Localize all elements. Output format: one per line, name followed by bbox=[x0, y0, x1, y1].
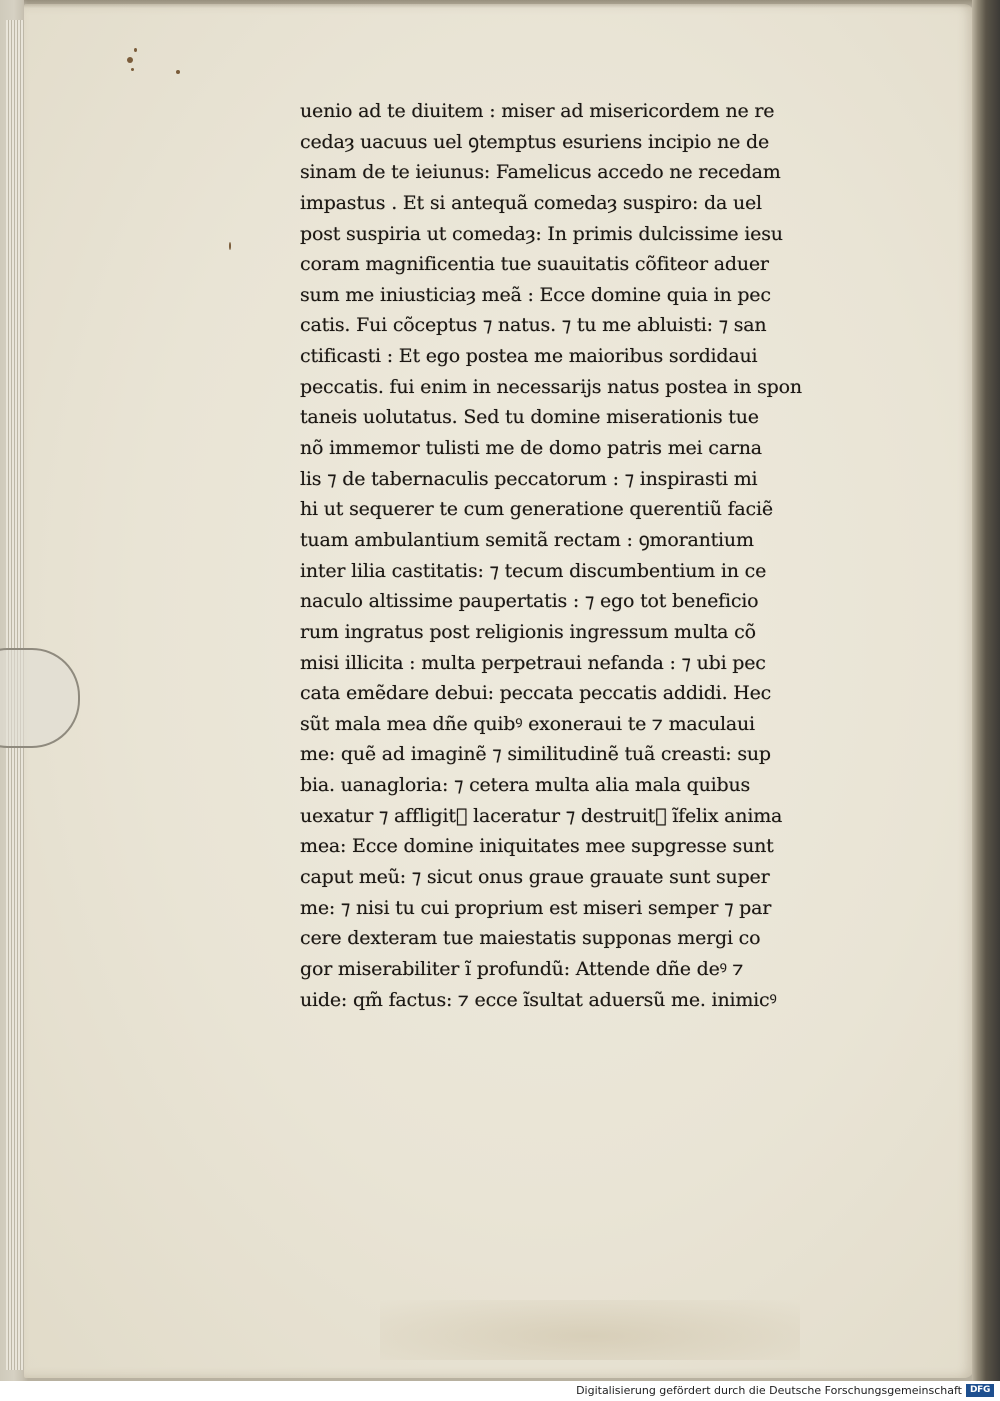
text-line: misi illicita : multa perpetraui nefanda : ⁊ ubi pec bbox=[300, 651, 766, 674]
text-line: sũt mala mea dñe quibꝰ exoneraui te ⁊ maculaui bbox=[300, 712, 755, 735]
text-line: cere dexteram tue maiestatis supponas mergi co bbox=[300, 927, 761, 950]
text-line: naculo altissime paupertatis : ⁊ ego tot beneficio bbox=[300, 590, 759, 613]
ink-speck bbox=[176, 70, 180, 74]
text-line: me: ⁊ nisi tu cui proprium est miseri semper ⁊ par bbox=[300, 896, 772, 919]
text-line: gor miserabiliter ĩ profundũ: Attende dñe deꝰ ⁊ bbox=[300, 957, 744, 980]
text-line: coram magnificentia tue suauitatis cõfiteor aduer bbox=[300, 253, 769, 276]
ink-speck bbox=[131, 68, 134, 71]
book-spine-edge bbox=[972, 0, 1000, 1381]
text-line: rum ingratus post religionis ingressum multa cõ bbox=[300, 620, 756, 643]
text-line: sum me iniusticiaȝ meã : Ecce domine quia in pec bbox=[300, 283, 771, 306]
text-line: uenio ad te diuitem : miser ad misericordem ne re bbox=[300, 100, 775, 122]
text-line: inter lilia castitatis: ⁊ tecum discumbentium in ce bbox=[300, 559, 767, 582]
text-line: uide: qm̃ factus: ⁊ ecce ĩsultat aduersũ me. inimicꝰ bbox=[300, 988, 777, 1011]
text-line: lis ⁊ de tabernaculis peccatorum : ⁊ inspirasti mi bbox=[300, 467, 758, 490]
ink-speck bbox=[134, 48, 137, 52]
printed-text-block bbox=[300, 96, 845, 1015]
text-line: hi ut sequerer te cum generatione querentiũ faciẽ bbox=[300, 498, 773, 521]
text-line: nõ immemor tulisti me de domo patris mei carna bbox=[300, 437, 762, 460]
text-line: caput meũ: ⁊ sicut onus graue grauate sunt super bbox=[300, 866, 770, 889]
text-line: post suspiria ut comedaȝ: In primis dulcissime iesu bbox=[300, 222, 783, 245]
text-line: ctificasti : Et ego postea me maioribus sordidaui bbox=[300, 345, 758, 368]
water-stain bbox=[380, 1300, 800, 1360]
ink-speck bbox=[127, 57, 133, 63]
text-line: tuam ambulantium semitã rectam : ꝯmorantium bbox=[300, 528, 754, 551]
text-line: impastus . Et si antequã comedaȝ suspiro: da uel bbox=[300, 191, 762, 214]
funding-credit: Digitalisierung gefördert durch die Deutsche Forschungsgemeinschaft bbox=[576, 1384, 962, 1397]
text-line: cedaȝ uacuus uel ꝯtemptus esuriens incipio ne de bbox=[300, 130, 770, 153]
dfg-logo: DFG bbox=[966, 1384, 994, 1397]
text-line: me: quẽ ad imaginẽ ⁊ similitudinẽ tuã creasti: sup bbox=[300, 743, 771, 766]
text-line: taneis uolutatus. Sed tu domine miserationis tue bbox=[300, 406, 759, 429]
text-line: peccatis. fui enim in necessarijs natus postea in spon bbox=[300, 375, 802, 398]
text-line: catis. Fui cõceptus ⁊ natus. ⁊ tu me abluisti: ⁊ san bbox=[300, 314, 767, 337]
text-line: uexatur ⁊ affligitᷣ laceratur ⁊ destruitᷣ ĩfelix anima bbox=[300, 804, 783, 827]
text-line: bia. uanagloria: ⁊ cetera multa alia mala quibus bbox=[300, 774, 751, 797]
text-line: cata emẽdare debui: peccata peccatis addidi. Hec bbox=[300, 682, 772, 705]
text-line: sinam de te ieiunus: Famelicus accedo ne recedam bbox=[300, 161, 781, 184]
ink-speck bbox=[229, 242, 231, 250]
top-shadow bbox=[24, 0, 974, 8]
text-line: mea: Ecce domine iniquitates mee supgresse sunt bbox=[300, 835, 774, 858]
